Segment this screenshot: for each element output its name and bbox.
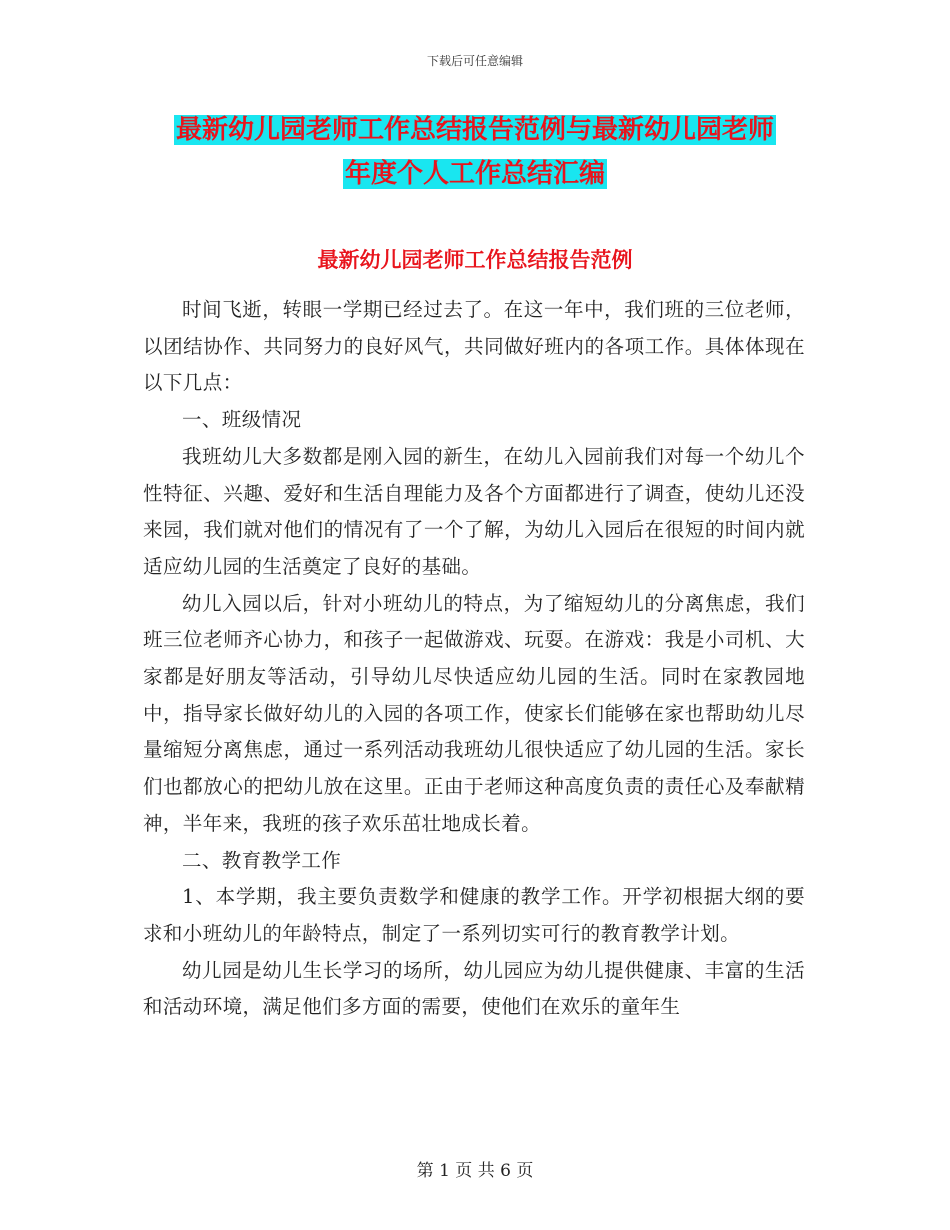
section-title: 最新幼儿园老师工作总结报告范例 bbox=[317, 248, 633, 272]
paragraph-adaptation: 幼儿入园以后，针对小班幼儿的特点，为了缩短幼儿的分离焦虑，我们班三位老师齐心协力，和孩子一起做游戏、玩耍。在游戏：我是小司机、大家都是好朋友等活动，引导幼儿尽快适应幼儿园的生活。同时在家教园地中，指导家长做好幼儿的入园的各项工作，使家长们能够在家也帮助幼儿尽量缩短分离焦虑，通过一系列活动我班幼儿很快适应了幼儿园的生活。家长们也都放心的把幼儿放在这里。正由于老师这种高度负责的责任心及奉献精神，半年来，我班的孩子欢乐茁壮地成长着。 bbox=[143, 591, 805, 835]
paragraph-teaching-plan: 1、本学期，我主要负责数学和健康的教学工作。开学初根据大纲的要求和小班幼儿的年龄特点，制定了一系列切实可行的教育教学计划。 bbox=[143, 885, 805, 945]
document-title-text-1: 最新幼儿园老师工作总结报告范例与最新幼儿园老师 bbox=[175, 115, 774, 145]
heading-class-situation: 一、班级情况 bbox=[182, 408, 302, 432]
page-footer: 第 1 页 共 6 页 bbox=[416, 1161, 534, 1181]
heading-teaching-work: 二、教育教学工作 bbox=[182, 848, 342, 872]
document-title-line-2 bbox=[0, 154, 950, 194]
document-title-text-2: 年度个人工作总结汇编 bbox=[344, 159, 605, 189]
document-body bbox=[143, 292, 805, 1026]
paragraph-intro: 时间飞逝，转眼一学期已经过去了。在这一年中，我们班的三位老师，以团结协作、共同努力的良好风气，共同做好班内的各项工作。具体体现在以下几点： bbox=[143, 298, 805, 395]
paragraph-kindergarten-role: 幼儿园是幼儿生长学习的场所，幼儿园应为幼儿提供健康、丰富的生活和活动环境，满足他们多方面的需要，使他们在欢乐的童年生 bbox=[143, 958, 805, 1019]
document-title-line-1 bbox=[0, 110, 950, 150]
paragraph-class-situation: 我班幼儿大多数都是刚入园的新生，在幼儿入园前我们对每一个幼儿个性特征、兴趣、爱好和生活自理能力及各个方面都进行了调查，使幼儿还没来园，我们就对他们的情况有了一个了解，为幼儿入园后在很短的时间内就适应幼儿园的生活奠定了良好的基础。 bbox=[143, 444, 805, 578]
header-note: 下载后可任意编辑 bbox=[426, 54, 523, 68]
